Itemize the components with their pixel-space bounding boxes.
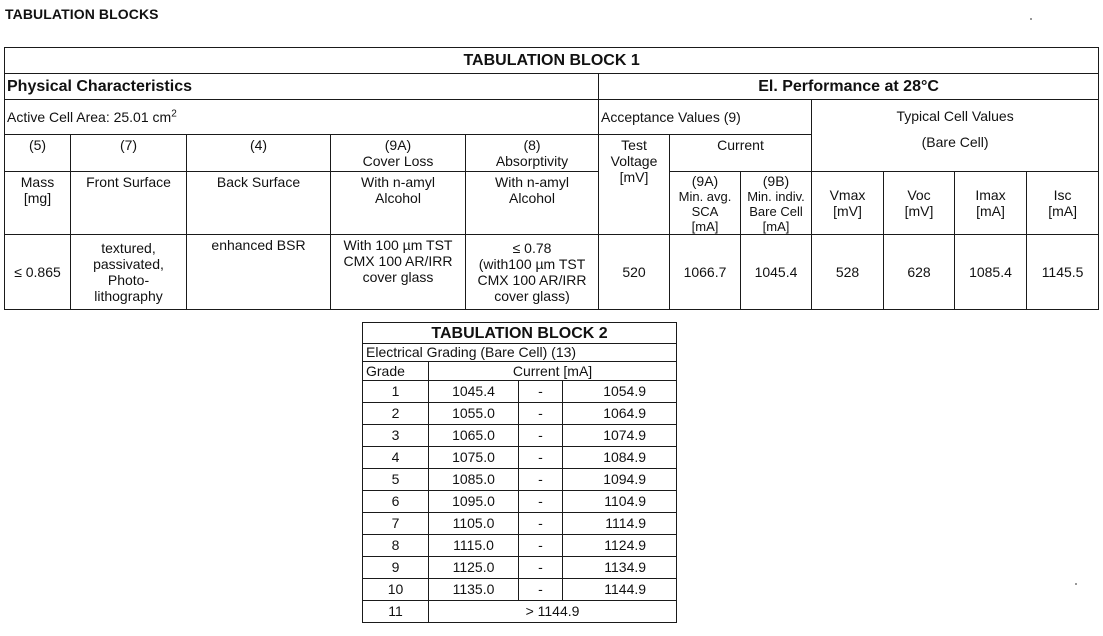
vmax-name: Vmax	[829, 187, 866, 203]
cover-loss-line: CMX 100 AR/IRR	[343, 253, 453, 269]
vmax-header	[812, 172, 884, 235]
range-dash: -	[519, 491, 563, 513]
current-9a-line: [mA]	[691, 219, 719, 234]
current-to-cell: 1084.9	[563, 447, 677, 469]
scan-speck	[1030, 18, 1032, 20]
current-9b-header	[741, 172, 812, 235]
current-from-cell: 1065.0	[429, 425, 519, 447]
current-to-cell: 1064.9	[563, 403, 677, 425]
current-header: Current	[670, 135, 812, 172]
range-dash: -	[519, 403, 563, 425]
col-front-number: (7)	[71, 135, 187, 172]
electrical-performance-header: El. Performance at 28°C	[599, 74, 1099, 100]
current-9b-line: [mA]	[762, 219, 790, 234]
front-surface-line: lithography	[94, 288, 163, 304]
current-to-cell: 1114.9	[563, 513, 677, 535]
imax-value: 1085.4	[955, 235, 1027, 310]
table-row	[363, 535, 677, 557]
current-to-cell: 1074.9	[563, 425, 677, 447]
mass-value: ≤ 0.865	[5, 235, 71, 310]
absorptivity-line: (with100 µm TST	[478, 256, 586, 272]
col-title: Absorptivity	[495, 153, 569, 169]
current-9a-header	[670, 172, 741, 235]
table-row	[363, 491, 677, 513]
col-cover-loss-header	[331, 135, 466, 172]
current-to-cell: 1094.9	[563, 469, 677, 491]
current-9b-line: Bare Cell	[749, 204, 803, 219]
grade-header: Grade	[363, 362, 429, 381]
col-back-number: (4)	[187, 135, 331, 172]
isc-value: 1145.5	[1027, 235, 1099, 310]
current-from-cell: 1105.0	[429, 513, 519, 535]
grade-cell: 7	[363, 513, 429, 535]
isc-name: Isc	[1053, 187, 1072, 203]
range-dash: -	[519, 513, 563, 535]
front-surface-desc: Front Surface	[71, 172, 187, 235]
front-surface-line: Photo-	[107, 272, 150, 288]
min-avg-sca-value: 1066.7	[670, 235, 741, 310]
voc-unit: [mV]	[904, 203, 934, 219]
cover-loss-line: With 100 µm TST	[343, 237, 453, 253]
current-9b-line: Min. indiv.	[747, 189, 805, 204]
table-row	[363, 557, 677, 579]
grade-cell: 5	[363, 469, 429, 491]
grade-rows	[363, 381, 677, 601]
current-to-cell: 1144.9	[563, 579, 677, 601]
vmax-unit: [mV]	[833, 203, 862, 219]
table-row	[363, 447, 677, 469]
range-dash: -	[519, 469, 563, 491]
range-dash: -	[519, 535, 563, 557]
cover-loss-value	[331, 235, 466, 310]
typical-header-line: (Bare Cell)	[921, 134, 989, 150]
mass-desc	[5, 172, 71, 235]
col-title: Cover Loss	[362, 153, 434, 169]
table-row	[363, 381, 677, 403]
current-from-cell: 1045.4	[429, 381, 519, 403]
cover-loss-desc-line: Alcohol	[375, 190, 421, 206]
range-dash: -	[519, 557, 563, 579]
front-surface-line: passivated,	[93, 256, 164, 272]
back-surface-desc: Back Surface	[187, 172, 331, 235]
current-from-cell: 1075.0	[429, 447, 519, 469]
tabulation-block-2	[362, 322, 677, 623]
current-9a-line: Min. avg.	[678, 189, 732, 204]
block2-subtitle: Electrical Grading (Bare Cell) (13)	[363, 344, 677, 362]
imax-unit: [mA]	[976, 203, 1005, 219]
physical-characteristics-header: Physical Characteristics	[5, 74, 599, 100]
absorptivity-desc	[466, 172, 599, 235]
typical-header-line: Typical Cell Values	[896, 108, 1014, 124]
grade-cell: 10	[363, 579, 429, 601]
mass-desc-line: Mass	[20, 174, 55, 190]
test-voltage-line: Test	[621, 137, 647, 153]
test-voltage-line: [mV]	[619, 169, 649, 185]
grade-cell: 3	[363, 425, 429, 447]
current-from-cell: 1095.0	[429, 491, 519, 513]
front-surface-value	[71, 235, 187, 310]
range-dash: -	[519, 381, 563, 403]
absorptivity-line: CMX 100 AR/IRR	[477, 272, 587, 288]
acceptance-values-header: Acceptance Values (9)	[599, 100, 812, 135]
min-indiv-value: 1045.4	[741, 235, 812, 310]
voc-value: 628	[884, 235, 955, 310]
scan-speck	[1075, 583, 1077, 585]
test-voltage-line: Voltage	[610, 153, 658, 169]
table-row	[363, 469, 677, 491]
current-ma-header: Current [mA]	[429, 362, 677, 381]
current-9a-line: SCA	[691, 204, 719, 219]
block1-title: TABULATION BLOCK 1	[5, 48, 1099, 74]
col-mass-number: (5)	[5, 135, 71, 172]
grade-cell: 9	[363, 557, 429, 579]
tabulation-block-1	[4, 47, 1099, 310]
voc-name: Voc	[907, 187, 931, 203]
cover-loss-desc-line: With n-amyl	[361, 174, 435, 190]
isc-unit: [mA]	[1048, 203, 1077, 219]
absorptivity-value	[466, 235, 599, 310]
current-from-cell: 1135.0	[429, 579, 519, 601]
block2-title: TABULATION BLOCK 2	[363, 323, 677, 344]
current-9a-number: (9A)	[691, 173, 719, 189]
page-title: TABULATION BLOCKS	[5, 6, 159, 22]
current-from-cell: 1055.0	[429, 403, 519, 425]
imax-header	[955, 172, 1027, 235]
current-from-cell: 1125.0	[429, 557, 519, 579]
grade-cell: 4	[363, 447, 429, 469]
absorptivity-line: cover glass)	[494, 288, 570, 304]
cover-loss-line: cover glass	[362, 269, 434, 285]
absorptivity-desc-line: With n-amyl	[495, 174, 569, 190]
back-surface-value: enhanced BSR	[187, 235, 331, 310]
current-to-cell: 1134.9	[563, 557, 677, 579]
cover-loss-desc	[331, 172, 466, 235]
absorptivity-desc-line: Alcohol	[509, 190, 555, 206]
col-absorptivity-header	[466, 135, 599, 172]
current-to-cell: 1104.9	[563, 491, 677, 513]
table-row	[363, 513, 677, 535]
current-9b-number: (9B)	[762, 173, 790, 189]
current-to-cell: 1124.9	[563, 535, 677, 557]
absorptivity-line: ≤ 0.78	[512, 240, 552, 256]
active-cell-area-label: Active Cell Area: 25.01 cm	[7, 109, 172, 125]
table-row	[363, 403, 677, 425]
active-cell-area	[5, 100, 599, 135]
imax-name: Imax	[975, 187, 1006, 203]
front-surface-line: textured,	[101, 240, 156, 256]
grade-cell: 1	[363, 381, 429, 403]
range-dash: -	[519, 579, 563, 601]
test-voltage-value: 520	[599, 235, 670, 310]
grade-cell: 11	[363, 601, 429, 623]
table-row	[363, 425, 677, 447]
voc-header	[884, 172, 955, 235]
current-from-cell: 1085.0	[429, 469, 519, 491]
grade-cell: 8	[363, 535, 429, 557]
test-voltage-header	[599, 135, 670, 235]
table-row	[363, 579, 677, 601]
active-cell-area-exponent: 2	[171, 108, 177, 120]
vmax-value: 528	[812, 235, 884, 310]
current-to-cell: 1054.9	[563, 381, 677, 403]
current-from-cell: 1115.0	[429, 535, 519, 557]
grade-cell: 6	[363, 491, 429, 513]
grade-cell: 2	[363, 403, 429, 425]
col-number: (8)	[523, 137, 541, 153]
col-number: (9A)	[384, 137, 412, 153]
typical-cell-values-header	[812, 100, 1099, 172]
mass-desc-line: [mg]	[23, 190, 52, 206]
range-dash: -	[519, 447, 563, 469]
grade-last-value: > 1144.9	[429, 601, 677, 623]
isc-header	[1027, 172, 1099, 235]
range-dash: -	[519, 425, 563, 447]
